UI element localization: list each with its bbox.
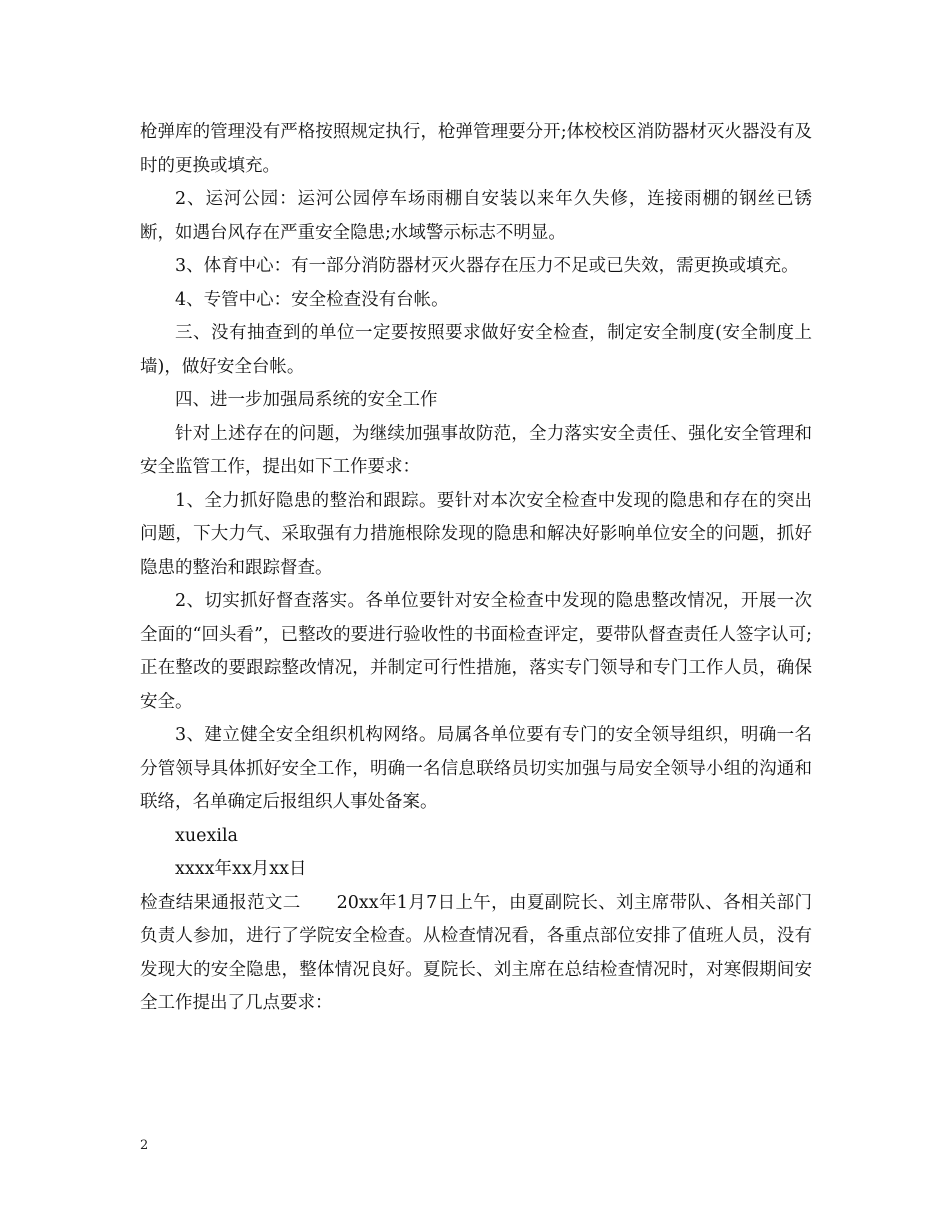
- example-heading: 检查结果通报范文二: [140, 892, 301, 913]
- signature-date: xxxx年xx月xx日: [175, 859, 307, 879]
- signature-name: xuexila: [175, 825, 238, 846]
- section-heading-4: 四、进一步加强局系统的安全工作: [175, 390, 438, 410]
- final-paragraph: [140, 887, 812, 1021]
- example-body: 20xx年1月7日上午，由夏副院长、刘主席带队、各相关部门负责人参加，进行了学院安全检查。从检查情况看，各重点部位安排了值班人员，没有发现大的安全隐患，整体情况良好。夏院长、刘主席在总结检查情况时，对寒假期间安全工作提出了几点要求：: [140, 892, 812, 1013]
- paragraph-3: 3、体育中心：有一部分消防器材灭火器存在压力不足或已失效，需更换或填充。: [175, 256, 799, 276]
- paragraph-9: 2、切实抓好督查落实。各单位要针对安全检查中发现的隐患整改情况，开展一次全面的“回头看”，已整改的要进行验收性的书面检查评定，要带队督查责任人签字认可;正在整改的要跟踪整改情况，并制定可行性措施，落实专门领导和专门工作人员，确保安全。: [140, 591, 812, 712]
- document-body: [140, 116, 812, 1021]
- page-number: 2: [140, 1138, 149, 1153]
- paragraph-2: 2、运河公园：运河公园停车场雨棚自安装以来年久失修，连接雨棚的钢丝已锈断，如遇台风存在严重安全隐患;水域警示标志不明显。: [140, 189, 812, 243]
- paragraph-7: 针对上述存在的问题，为继续加强事故防范，全力落实安全责任、强化安全管理和安全监管工作，提出如下工作要求：: [140, 423, 812, 477]
- paragraph-8: 1、全力抓好隐患的整治和跟踪。要针对本次安全检查中发现的隐患和存在的突出问题，下大力气、采取强有力措施根除发现的隐患和解决好影响单位安全的问题，抓好隐患的整治和跟踪督查。: [140, 490, 812, 578]
- paragraph-10: 3、建立健全安全组织机构网络。局属各单位要有专门的安全领导组织，明确一名分管领导具体抓好安全工作，明确一名信息联络员切实加强与局安全领导小组的沟通和联络，名单确定后报组织人事处备案。: [140, 725, 812, 812]
- paragraph-5: 三、没有抽查到的单位一定要按照要求做好安全检查，制定安全制度(安全制度上墙)，做好安全台帐。: [140, 323, 812, 377]
- paragraph-1: 枪弹库的管理没有严格按照规定执行，枪弹管理要分开;体校校区消防器材灭火器没有及时的更换或填充。: [140, 122, 812, 176]
- paragraph-4: 4、专管中心：安全检查没有台帐。: [175, 289, 449, 310]
